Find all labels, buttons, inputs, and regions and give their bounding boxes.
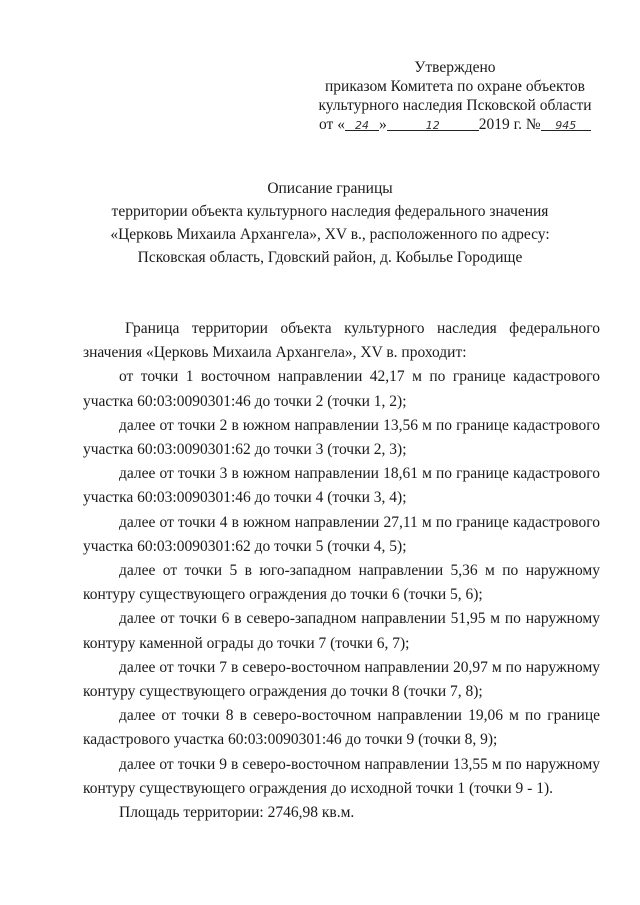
approval-block <box>300 58 610 134</box>
handwritten-day: 24 <box>354 119 369 132</box>
paragraph: далее от точки 6 в северо-западном направлении 51,95 м по наружному контуру каменной ограды до точки 7 (точки 6, 7); <box>83 610 600 652</box>
approval-line: приказом Комитета по охране объектов <box>324 78 585 95</box>
title-line: Псковская область, Гдовский район, д. Кобылье Городище <box>137 249 523 266</box>
date-mid: » <box>378 116 387 133</box>
paragraph: далее от точки 3 в южном направлении 18,61 м по границе кадастрового участка 60:03:0090301:46 до точки 4 (точки 3, 4); <box>83 465 600 507</box>
paragraph: далее от точки 2 в южном направлении 13,56 м по границе кадастрового участка 60:03:0090301:62 до точки 3 (точки 2, 3); <box>83 416 600 459</box>
paragraph: далее от точки 5 в юго-западном направлении 5,36 м по наружному контуру существующего ограждения до точки 6 (точки 5, 6); <box>83 562 600 604</box>
paragraph: Площадь территории: 2746,98 кв.м. <box>119 804 355 822</box>
year-text: 2019 г. № <box>478 116 541 133</box>
handwritten-month: 12 <box>425 119 440 132</box>
approval-heading: Утверждено <box>414 59 496 76</box>
approval-date-line <box>300 115 610 134</box>
month-field <box>387 115 479 131</box>
paragraph: далее от точки 4 в южном направлении 27,11 м по границе кадастрового участка 60:03:0090301:62 до точки 5 (точки 4, 5); <box>83 513 600 555</box>
document-body <box>83 317 600 825</box>
paragraph: далее от точки 9 в северо-восточном направлении 13,55 м по наружному контуру существующего ограждения до исходной точки 1 (точки 9 - 1). <box>83 755 600 797</box>
number-field <box>541 115 591 131</box>
paragraph: далее от точки 7 в северо-восточном направлении 20,97 м по наружному контуру существующего ограждения до точки 8 (точки 7, 8); <box>83 658 600 701</box>
handwritten-number: 945 <box>555 119 577 132</box>
paragraph: далее от точки 8 в северо-восточном направлении 19,06 м по границе кадастрового участка 60:03:0090301:46 до точки 9 (точки 8, 9); <box>83 707 600 749</box>
approval-line: культурного наследия Псковской области <box>318 97 592 114</box>
date-prefix: от « <box>319 116 345 133</box>
title-line: Описание границы <box>267 180 393 197</box>
title-line: территории объекта культурного наследия федерального значения <box>111 203 549 220</box>
title-line: «Церковь Михаила Архангела», XV в., расположенного по адресу: <box>110 226 550 243</box>
paragraph: от точки 1 восточном направлении 42,17 м по границе кадастрового участка 60:03:0090301:46 до точки 2 (точки 1, 2); <box>83 368 600 410</box>
document-title <box>60 177 600 269</box>
paragraph: Граница территории объекта культурного наследия федерального значения «Церковь Михаила Архангела», XV в. проходит: <box>83 320 600 362</box>
day-field <box>345 115 379 131</box>
